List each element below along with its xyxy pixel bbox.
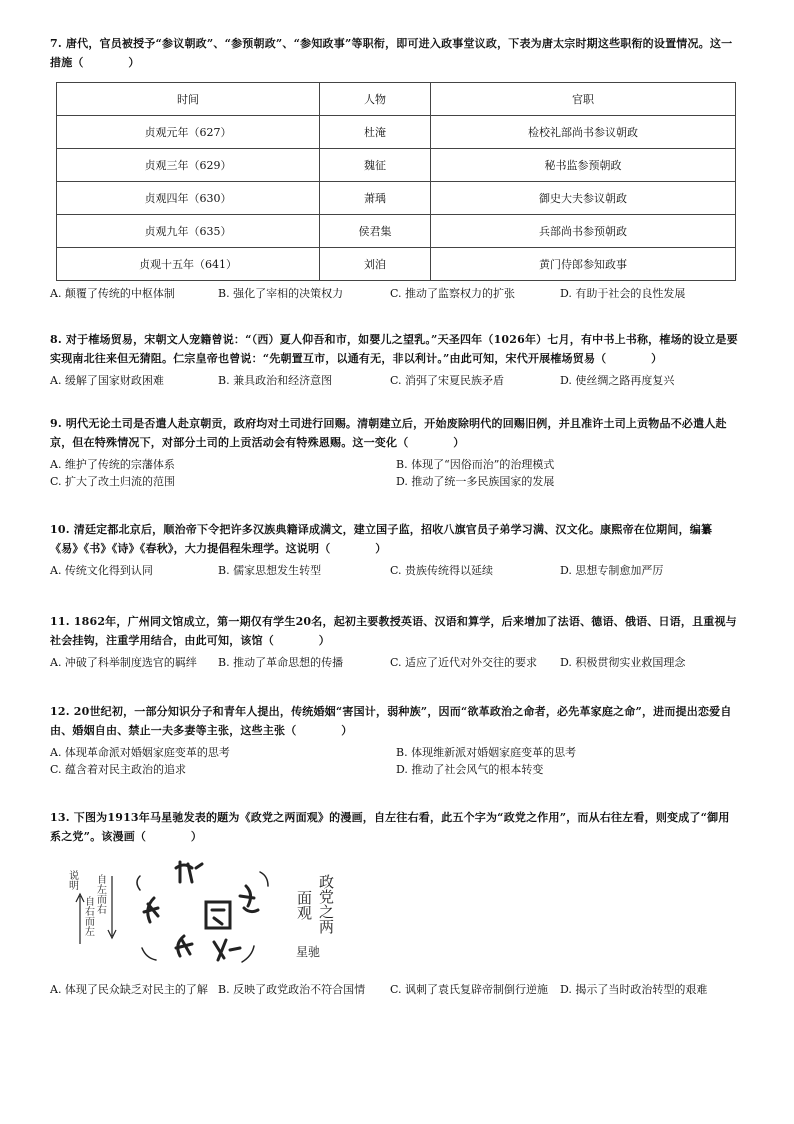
exam-page <box>50 34 740 999</box>
option-c[interactable]: C. 适应了近代对外交往的要求 <box>390 656 538 669</box>
table-cell: 贞观四年（630） <box>57 182 320 215</box>
spacer <box>50 390 740 414</box>
table-header-cell: 官职 <box>431 83 736 116</box>
question-11 <box>50 612 740 672</box>
question-stem: 8. 对于榷场贸易，宋朝文人宠籍曾说：“（西）夏人仰吾和市，如婴儿之望乳。”天圣四年（1026年）七月，有中书上书称，榷场的设立是要实现南北往来但无猜阻。仁宗皇帝也曾说：“先朝置互市，以通有无，非以利计。”由此可知，宋代开展榷场贸易（ ） <box>50 333 738 365</box>
table-cell: 黄门侍郎参知政事 <box>431 248 736 281</box>
option-d[interactable]: D. 揭示了当时政治转型的艰难 <box>560 983 708 996</box>
option-c[interactable]: C. 贵族传统得以延续 <box>390 564 494 577</box>
office-table <box>56 82 736 281</box>
question-7 <box>50 34 740 303</box>
option-c[interactable]: C. 推动了监察权力的扩张 <box>390 287 516 300</box>
table-header-cell: 人物 <box>320 83 431 116</box>
option-c[interactable]: C. 消弭了宋夏民族矛盾 <box>390 374 505 387</box>
table-row <box>57 149 736 182</box>
table-cell: 兵部尚书参预朝政 <box>431 215 736 248</box>
option-b[interactable]: B. 推动了革命思想的传播 <box>218 656 344 669</box>
option-b[interactable]: B. 体现了“因俗而治”的治理模式 <box>396 458 555 471</box>
option-d[interactable]: D. 使丝绸之路再度复兴 <box>560 374 675 387</box>
option-d[interactable]: D. 思想专制愈加严厉 <box>560 564 664 577</box>
table-row <box>57 116 736 149</box>
table-header-cell: 时间 <box>57 83 320 116</box>
cartoon-note-rtl: 自右而左 <box>82 896 94 936</box>
option-a[interactable]: A. 体现了民众缺乏对民主的了解 <box>50 983 208 996</box>
cartoon-title: 政党之两 <box>317 874 335 934</box>
option-b[interactable]: B. 反映了政党政治不符合国情 <box>218 983 366 996</box>
table-row <box>57 182 736 215</box>
question-stem: 11. 1862年，广州同文馆成立，第一期仅有学生20名，起初主要教授英语、汉语和算学，后来增加了法语、德语、俄语、日语，且重视与社会挂钩，注重学用结合，由此可知，该馆（ ） <box>50 615 737 647</box>
question-stem: 13. 下图为1913年马星驰发表的题为《政党之两面观》的漫画，自左往右看，此五个字为“政党之作用”，而从右往左看，则变成了“御用系之党”。该漫画（ ） <box>50 811 730 843</box>
table-cell: 魏征 <box>320 149 431 182</box>
options <box>50 285 740 303</box>
option-d[interactable]: D. 推动了统一多民族国家的发展 <box>396 475 555 488</box>
option-a[interactable]: A. 体现革命派对婚姻家庭变革的思考 <box>50 746 230 759</box>
spacer <box>50 672 740 702</box>
question-9 <box>50 414 740 490</box>
table-cell: 杜淹 <box>320 116 431 149</box>
table-cell: 侯君集 <box>320 215 431 248</box>
table-cell: 贞观元年（627） <box>57 116 320 149</box>
table-cell: 刘洎 <box>320 248 431 281</box>
table-header-row <box>57 83 736 116</box>
question-12 <box>50 702 740 778</box>
option-b[interactable]: B. 体现维新派对婚姻家庭变革的思考 <box>396 746 577 759</box>
option-d[interactable]: D. 推动了社会风气的根本转变 <box>396 763 544 776</box>
options <box>50 654 740 672</box>
table-cell: 御史大夫参议朝政 <box>431 182 736 215</box>
question-stem: 9. 明代无论土司是否遣人赴京朝贡，政府均对土司进行回赐。清朝建立后，开始废除明代的回赐旧例，并且准许土司上贡物品不必遣人赴京，但在特殊情况下，对部分土司的上贡活动会有特殊恩赐。这一变化（ ） <box>50 417 727 449</box>
option-b[interactable]: B. 儒家思想发生转型 <box>218 564 322 577</box>
question-stem: 12. 20世纪初，一部分知识分子和青年人提出，传统婚姻“害国计，弱种族”，因而“欲革政治之命者，必先革家庭之命”，进而提出恋爱自由、婚姻自由、禁止一夫多妻等主张，这些主张（ ） <box>50 705 732 737</box>
table-cell: 检校礼部尚书参议朝政 <box>431 116 736 149</box>
options <box>50 562 740 580</box>
question-stem: 10. 清廷定都北京后，顺治帝下令把许多汉族典籍译成满文，建立国子监，招收八旗官员子弟学习满、汉文化。康熙帝在位期间，编纂《易》《书》《诗》《春秋》，大力提倡程朱理学。这说明（ ） <box>50 523 713 555</box>
table-row <box>57 215 736 248</box>
table-cell: 秘书监参预朝政 <box>431 149 736 182</box>
option-c[interactable]: C. 扩大了改土归流的范围 <box>50 475 176 488</box>
question-13 <box>50 808 740 999</box>
option-b[interactable]: B. 强化了宰相的决策权力 <box>218 287 344 300</box>
cartoon-note-label: 说明 <box>66 870 78 890</box>
calligraphy-circle <box>137 862 268 962</box>
option-a[interactable]: A. 缓解了国家财政困难 <box>50 374 164 387</box>
spacer <box>50 778 740 808</box>
table-cell: 贞观九年（635） <box>57 215 320 248</box>
spacer <box>50 580 740 612</box>
option-d[interactable]: D. 积极贯彻实业救国理念 <box>560 656 686 669</box>
option-a[interactable]: A. 颠覆了传统的中枢体制 <box>50 287 175 300</box>
cartoon-note-ltr: 自左而右 <box>94 874 106 914</box>
option-b[interactable]: B. 兼具政治和经济意图 <box>218 374 333 387</box>
options <box>50 744 740 778</box>
options <box>50 981 740 999</box>
option-c[interactable]: C. 讽刺了袁氏复辟帝制倒行逆施 <box>390 983 549 996</box>
option-d[interactable]: D. 有助于社会的良性发展 <box>560 287 686 300</box>
table-cell: 贞观十五年（641） <box>57 248 320 281</box>
political-cartoon <box>64 856 344 968</box>
question-10 <box>50 520 740 580</box>
options <box>50 372 740 390</box>
option-a[interactable]: A. 维护了传统的宗藩体系 <box>50 458 175 471</box>
cartoon-signature: 星驰 <box>296 945 321 959</box>
option-a[interactable]: A. 传统文化得到认同 <box>50 564 153 577</box>
spacer <box>50 303 740 330</box>
table-cell: 萧瑀 <box>320 182 431 215</box>
question-stem: 7. 唐代，官员被授予“参议朝政”、“参预朝政”、“参知政事”等职衔，即可进入政事堂议政，下表为唐太宗时期这些职衔的设置情况。这一措施（ ） <box>50 37 733 69</box>
cartoon-title: 面观 <box>295 890 313 920</box>
table-row <box>57 248 736 281</box>
table-cell: 贞观三年（629） <box>57 149 320 182</box>
option-c[interactable]: C. 蕴含着对民主政治的追求 <box>50 763 187 776</box>
option-a[interactable]: A. 冲破了科举制度选官的羁绊 <box>50 656 197 669</box>
options <box>50 456 740 490</box>
spacer <box>50 490 740 520</box>
question-8 <box>50 330 740 390</box>
